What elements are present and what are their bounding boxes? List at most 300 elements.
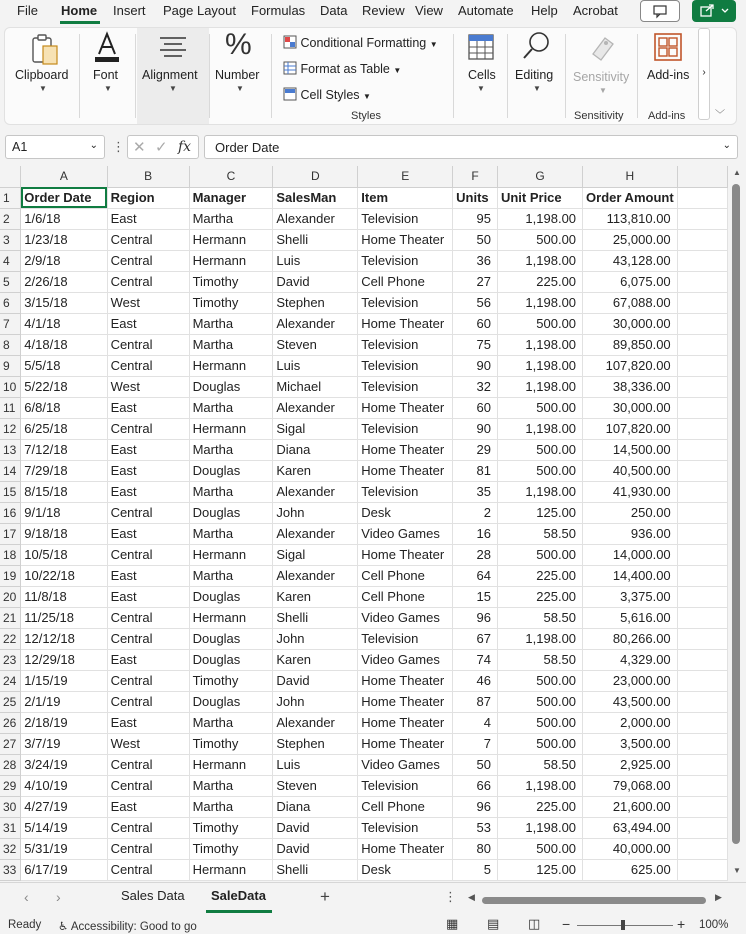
number-group[interactable] <box>211 28 269 124</box>
row-header[interactable]: 23 <box>0 649 21 670</box>
cell[interactable] <box>677 670 727 691</box>
cell[interactable]: 1,198.00 <box>497 481 582 502</box>
row-header[interactable]: 15 <box>0 481 21 502</box>
cell[interactable]: 6/25/18 <box>21 418 107 439</box>
cell[interactable]: 15 <box>453 586 498 607</box>
cell[interactable]: Hermann <box>189 859 273 880</box>
cell[interactable]: Timothy <box>189 733 273 754</box>
cell[interactable]: 74 <box>453 649 498 670</box>
cell[interactable]: 1/15/19 <box>21 670 107 691</box>
cell[interactable]: Central <box>107 754 189 775</box>
cell[interactable] <box>677 649 727 670</box>
cell[interactable]: 3/24/19 <box>21 754 107 775</box>
column-header-extra[interactable] <box>677 166 727 187</box>
cell[interactable]: Home Theater <box>358 439 453 460</box>
cell[interactable]: 2/18/19 <box>21 712 107 733</box>
cell[interactable]: West <box>107 376 189 397</box>
cell[interactable]: 3,375.00 <box>583 586 678 607</box>
cell[interactable]: East <box>107 397 189 418</box>
cell[interactable]: 500.00 <box>497 397 582 418</box>
menu-home[interactable]: Home <box>61 3 98 18</box>
cell[interactable]: 4/1/18 <box>21 313 107 334</box>
cell[interactable]: 500.00 <box>497 313 582 334</box>
cell[interactable]: 5/14/19 <box>21 817 107 838</box>
cell[interactable]: 95 <box>453 208 498 229</box>
cell[interactable]: 50 <box>453 754 498 775</box>
header-cell[interactable]: SalesMan <box>273 187 358 208</box>
cell[interactable]: Alexander <box>273 313 358 334</box>
cell[interactable]: Cell Phone <box>358 565 453 586</box>
enter-check-icon[interactable]: ✓ <box>155 139 168 156</box>
cell[interactable]: Douglas <box>189 628 273 649</box>
row-header[interactable]: 19 <box>0 565 21 586</box>
addins-group[interactable] <box>639 28 699 124</box>
cell[interactable]: Video Games <box>358 754 453 775</box>
cell[interactable]: Hermann <box>189 607 273 628</box>
cell[interactable]: 25,000.00 <box>583 229 678 250</box>
menu-formulas[interactable]: Formulas <box>251 3 306 18</box>
cell[interactable]: 225.00 <box>497 271 582 292</box>
cell[interactable]: East <box>107 481 189 502</box>
cell[interactable] <box>677 712 727 733</box>
row-header[interactable]: 18 <box>0 544 21 565</box>
cell[interactable]: 1/23/18 <box>21 229 107 250</box>
cell[interactable]: 46 <box>453 670 498 691</box>
cell[interactable]: 14,000.00 <box>583 544 678 565</box>
cell[interactable]: East <box>107 649 189 670</box>
cell[interactable]: 250.00 <box>583 502 678 523</box>
cell[interactable]: 2,925.00 <box>583 754 678 775</box>
cell[interactable]: Television <box>358 628 453 649</box>
cell[interactable]: Alexander <box>273 208 358 229</box>
cell[interactable]: 1,198.00 <box>497 250 582 271</box>
cell[interactable]: David <box>273 838 358 859</box>
cell[interactable]: 5/31/19 <box>21 838 107 859</box>
cell[interactable]: Timothy <box>189 670 273 691</box>
cell[interactable]: Home Theater <box>358 313 453 334</box>
cell[interactable]: 500.00 <box>497 229 582 250</box>
cell[interactable]: 500.00 <box>497 670 582 691</box>
cell[interactable]: Luis <box>273 754 358 775</box>
row-header[interactable]: 14 <box>0 460 21 481</box>
header-cell[interactable]: Unit Price <box>497 187 582 208</box>
cell[interactable]: 64 <box>453 565 498 586</box>
cell[interactable]: 96 <box>453 796 498 817</box>
cell[interactable]: 3/7/19 <box>21 733 107 754</box>
cell[interactable]: 4/18/18 <box>21 334 107 355</box>
cell[interactable]: David <box>273 271 358 292</box>
cell[interactable]: 1,198.00 <box>497 376 582 397</box>
ribbon-scroll-right-button[interactable] <box>698 28 710 120</box>
cell[interactable]: Cell Phone <box>358 271 453 292</box>
cell[interactable]: Home Theater <box>358 712 453 733</box>
cell[interactable]: East <box>107 460 189 481</box>
cell[interactable]: 16 <box>453 523 498 544</box>
cell[interactable]: Stephen <box>273 733 358 754</box>
cell[interactable]: Shelli <box>273 229 358 250</box>
cell[interactable]: 500.00 <box>497 439 582 460</box>
cell[interactable]: Martha <box>189 439 273 460</box>
cell[interactable]: Douglas <box>189 586 273 607</box>
cell[interactable]: 7/12/18 <box>21 439 107 460</box>
cell[interactable]: Stephen <box>273 292 358 313</box>
zoom-level[interactable]: 100% <box>699 919 729 931</box>
cell[interactable]: West <box>107 733 189 754</box>
cell[interactable]: 28 <box>453 544 498 565</box>
cell[interactable]: 1,198.00 <box>497 292 582 313</box>
cell[interactable]: 1,198.00 <box>497 817 582 838</box>
cell[interactable]: Home Theater <box>358 691 453 712</box>
cell[interactable] <box>677 565 727 586</box>
cell[interactable] <box>677 838 727 859</box>
cell[interactable]: Central <box>107 775 189 796</box>
cell[interactable]: Steven <box>273 334 358 355</box>
cell[interactable]: Martha <box>189 775 273 796</box>
cell[interactable]: 81 <box>453 460 498 481</box>
cell[interactable]: Video Games <box>358 649 453 670</box>
cell[interactable]: 6/8/18 <box>21 397 107 418</box>
row-header[interactable]: 33 <box>0 859 21 880</box>
cell[interactable]: East <box>107 712 189 733</box>
cell[interactable]: 125.00 <box>497 859 582 880</box>
cell[interactable]: Central <box>107 607 189 628</box>
cell[interactable]: Alexander <box>273 523 358 544</box>
cell[interactable]: 4,329.00 <box>583 649 678 670</box>
cell[interactable]: Martha <box>189 565 273 586</box>
vertical-scrollbar[interactable] <box>728 166 746 881</box>
cell[interactable]: 500.00 <box>497 691 582 712</box>
cell[interactable]: 36 <box>453 250 498 271</box>
cell[interactable]: Alexander <box>273 481 358 502</box>
cell[interactable]: Martha <box>189 397 273 418</box>
cell[interactable]: Home Theater <box>358 544 453 565</box>
tab-sales-data[interactable]: Sales Data <box>121 888 185 903</box>
cell[interactable]: Central <box>107 817 189 838</box>
row-header[interactable]: 22 <box>0 628 21 649</box>
cell[interactable]: East <box>107 586 189 607</box>
row-header[interactable]: 32 <box>0 838 21 859</box>
cell[interactable]: David <box>273 670 358 691</box>
cell[interactable] <box>677 355 727 376</box>
row-header[interactable]: 20 <box>0 586 21 607</box>
cell[interactable] <box>677 754 727 775</box>
zoom-in-button[interactable]: + <box>677 916 686 932</box>
column-header-f[interactable]: F <box>453 166 498 187</box>
row-header[interactable]: 24 <box>0 670 21 691</box>
row-header[interactable]: 6 <box>0 292 21 313</box>
cell[interactable]: 38,336.00 <box>583 376 678 397</box>
cell[interactable]: 1,198.00 <box>497 334 582 355</box>
accessibility-checker[interactable] <box>58 919 197 933</box>
cell[interactable]: Home Theater <box>358 838 453 859</box>
cell[interactable] <box>677 691 727 712</box>
header-cell[interactable]: Units <box>453 187 498 208</box>
cell[interactable]: Karen <box>273 460 358 481</box>
cell[interactable]: 125.00 <box>497 502 582 523</box>
cell[interactable]: 625.00 <box>583 859 678 880</box>
cell[interactable]: 5/5/18 <box>21 355 107 376</box>
row-header[interactable]: 30 <box>0 796 21 817</box>
cell[interactable]: Television <box>358 208 453 229</box>
cell[interactable]: 225.00 <box>497 586 582 607</box>
cell[interactable]: Hermann <box>189 418 273 439</box>
cell[interactable]: Television <box>358 334 453 355</box>
cell[interactable]: Hermann <box>189 754 273 775</box>
cell[interactable]: Sigal <box>273 418 358 439</box>
cell[interactable]: East <box>107 796 189 817</box>
cancel-icon[interactable]: ✕ <box>133 139 146 156</box>
column-header-a[interactable]: A <box>21 166 107 187</box>
menu-file[interactable]: File <box>17 3 38 18</box>
menu-data[interactable]: Data <box>320 3 348 18</box>
cell[interactable] <box>677 187 727 208</box>
row-header[interactable]: 2 <box>0 208 21 229</box>
cell[interactable] <box>677 439 727 460</box>
worksheet-grid[interactable] <box>0 166 728 881</box>
cell[interactable]: Martha <box>189 481 273 502</box>
header-cell[interactable]: Region <box>107 187 189 208</box>
cell[interactable]: Shelli <box>273 607 358 628</box>
cell[interactable]: David <box>273 817 358 838</box>
cell[interactable]: Hermann <box>189 544 273 565</box>
cell[interactable]: 10/22/18 <box>21 565 107 586</box>
cell[interactable]: East <box>107 523 189 544</box>
horizontal-scroll-thumb[interactable] <box>482 897 706 904</box>
cell-styles-button[interactable]: Cell Styles ▼ <box>283 87 371 102</box>
cell[interactable]: 90 <box>453 355 498 376</box>
cell[interactable]: Douglas <box>189 460 273 481</box>
cell[interactable]: Martha <box>189 334 273 355</box>
cell[interactable]: 80,266.00 <box>583 628 678 649</box>
cell[interactable]: Home Theater <box>358 229 453 250</box>
cell[interactable]: 32 <box>453 376 498 397</box>
column-header-e[interactable]: E <box>358 166 453 187</box>
cell[interactable]: Diana <box>273 439 358 460</box>
cell[interactable] <box>677 397 727 418</box>
cell[interactable]: 29 <box>453 439 498 460</box>
cell[interactable]: Central <box>107 544 189 565</box>
cell[interactable]: Timothy <box>189 838 273 859</box>
row-header[interactable]: 9 <box>0 355 21 376</box>
cell[interactable]: Timothy <box>189 292 273 313</box>
cell[interactable]: 1,198.00 <box>497 628 582 649</box>
cell[interactable]: 7/29/18 <box>21 460 107 481</box>
cell[interactable]: 75 <box>453 334 498 355</box>
row-header[interactable]: 31 <box>0 817 21 838</box>
cell[interactable]: 107,820.00 <box>583 418 678 439</box>
cell[interactable]: Alexander <box>273 565 358 586</box>
cell[interactable]: Central <box>107 271 189 292</box>
cell[interactable]: Central <box>107 502 189 523</box>
cell[interactable] <box>677 418 727 439</box>
cell[interactable]: 60 <box>453 313 498 334</box>
cell[interactable]: 2/9/18 <box>21 250 107 271</box>
cell[interactable]: Television <box>358 775 453 796</box>
cell[interactable] <box>677 292 727 313</box>
column-header-h[interactable]: H <box>583 166 678 187</box>
next-sheet-icon[interactable]: › <box>56 889 61 905</box>
cell[interactable]: Martha <box>189 796 273 817</box>
cell[interactable] <box>677 586 727 607</box>
cell[interactable]: Desk <box>358 859 453 880</box>
cell[interactable]: 50 <box>453 229 498 250</box>
column-header-b[interactable]: B <box>107 166 189 187</box>
cell[interactable]: 10/5/18 <box>21 544 107 565</box>
cell[interactable]: Hermann <box>189 355 273 376</box>
row-header[interactable]: 5 <box>0 271 21 292</box>
cell[interactable]: 500.00 <box>497 712 582 733</box>
collapse-ribbon-button[interactable] <box>715 106 725 121</box>
cell[interactable]: Karen <box>273 586 358 607</box>
menu-page-layout[interactable]: Page Layout <box>163 3 237 18</box>
cell[interactable]: 2 <box>453 502 498 523</box>
cell[interactable]: 67,088.00 <box>583 292 678 313</box>
cell[interactable]: 6/17/19 <box>21 859 107 880</box>
menu-insert[interactable]: Insert <box>113 3 146 18</box>
column-header-g[interactable]: G <box>497 166 582 187</box>
cell[interactable]: West <box>107 292 189 313</box>
cell[interactable] <box>677 376 727 397</box>
cell[interactable] <box>677 271 727 292</box>
scroll-right-icon[interactable]: ▶ <box>715 892 722 902</box>
vertical-scroll-thumb[interactable] <box>732 184 740 844</box>
cell[interactable]: Martha <box>189 523 273 544</box>
row-header[interactable]: 12 <box>0 418 21 439</box>
cell[interactable] <box>677 460 727 481</box>
cell[interactable]: 40,000.00 <box>583 838 678 859</box>
cell[interactable]: 53 <box>453 817 498 838</box>
cell[interactable]: Television <box>358 376 453 397</box>
cell[interactable]: 11/25/18 <box>21 607 107 628</box>
editing-group[interactable] <box>509 28 563 124</box>
cell[interactable]: Video Games <box>358 607 453 628</box>
row-header[interactable]: 4 <box>0 250 21 271</box>
cell[interactable]: 58.50 <box>497 754 582 775</box>
cell[interactable]: Home Theater <box>358 733 453 754</box>
cell[interactable]: Television <box>358 418 453 439</box>
cell[interactable]: 1,198.00 <box>497 775 582 796</box>
cell[interactable]: Home Theater <box>358 460 453 481</box>
menu-help[interactable]: Help <box>531 3 558 18</box>
cell[interactable]: Martha <box>189 313 273 334</box>
cell[interactable]: 5 <box>453 859 498 880</box>
zoom-slider[interactable] <box>577 925 673 926</box>
cell[interactable]: 6,075.00 <box>583 271 678 292</box>
cell[interactable]: Television <box>358 355 453 376</box>
normal-view-icon[interactable]: ▦ <box>446 916 459 931</box>
cell[interactable] <box>677 523 727 544</box>
cell[interactable]: 8/15/18 <box>21 481 107 502</box>
cell[interactable]: Central <box>107 670 189 691</box>
cell[interactable] <box>677 859 727 880</box>
cell[interactable]: 500.00 <box>497 733 582 754</box>
cell[interactable]: Central <box>107 691 189 712</box>
cell[interactable]: 4 <box>453 712 498 733</box>
cell[interactable]: 58.50 <box>497 523 582 544</box>
formula-input[interactable] <box>204 135 738 159</box>
cell[interactable]: 7 <box>453 733 498 754</box>
cell[interactable]: Central <box>107 628 189 649</box>
cell[interactable]: 1,198.00 <box>497 208 582 229</box>
cell[interactable]: John <box>273 502 358 523</box>
cell[interactable]: 12/12/18 <box>21 628 107 649</box>
cell[interactable]: 5/22/18 <box>21 376 107 397</box>
cell[interactable]: Martha <box>189 208 273 229</box>
cell[interactable]: 43,500.00 <box>583 691 678 712</box>
cell[interactable]: 30,000.00 <box>583 313 678 334</box>
cell[interactable]: Television <box>358 250 453 271</box>
cell[interactable]: 107,820.00 <box>583 355 678 376</box>
cell[interactable] <box>677 313 727 334</box>
cell[interactable]: Cell Phone <box>358 586 453 607</box>
cell[interactable]: Luis <box>273 355 358 376</box>
cell[interactable]: Douglas <box>189 649 273 670</box>
cell[interactable]: Central <box>107 838 189 859</box>
cells-group[interactable] <box>455 28 507 124</box>
cell[interactable]: 40,500.00 <box>583 460 678 481</box>
header-cell[interactable]: Item <box>358 187 453 208</box>
header-cell[interactable]: Order Amount <box>583 187 678 208</box>
cell[interactable] <box>677 229 727 250</box>
cell[interactable]: Diana <box>273 796 358 817</box>
menu-view[interactable]: View <box>415 3 443 18</box>
cell[interactable]: Central <box>107 355 189 376</box>
cell[interactable]: 12/29/18 <box>21 649 107 670</box>
cell[interactable]: 14,400.00 <box>583 565 678 586</box>
cell[interactable]: 14,500.00 <box>583 439 678 460</box>
row-header[interactable]: 8 <box>0 334 21 355</box>
more-options-icon[interactable]: ⋮ <box>444 889 457 904</box>
cell[interactable]: 3/15/18 <box>21 292 107 313</box>
cell[interactable]: Cell Phone <box>358 796 453 817</box>
cell[interactable]: Michael <box>273 376 358 397</box>
cell[interactable] <box>677 628 727 649</box>
select-all-corner[interactable] <box>0 166 21 187</box>
cell[interactable]: East <box>107 313 189 334</box>
cell[interactable]: 936.00 <box>583 523 678 544</box>
row-header[interactable]: 11 <box>0 397 21 418</box>
more-options-icon[interactable]: ⋮ <box>112 139 125 154</box>
cell[interactable]: Central <box>107 250 189 271</box>
cell[interactable] <box>677 796 727 817</box>
cell[interactable]: 43,128.00 <box>583 250 678 271</box>
cell[interactable]: Shelli <box>273 859 358 880</box>
page-break-view-icon[interactable]: ◫ <box>528 916 541 931</box>
cell[interactable]: 60 <box>453 397 498 418</box>
cell[interactable]: 79,068.00 <box>583 775 678 796</box>
scroll-down-icon[interactable]: ▼ <box>733 866 741 875</box>
row-header[interactable]: 10 <box>0 376 21 397</box>
cell[interactable] <box>677 334 727 355</box>
cell[interactable]: 96 <box>453 607 498 628</box>
font-group[interactable] <box>81 28 133 124</box>
cell[interactable] <box>677 775 727 796</box>
cell[interactable]: 1/6/18 <box>21 208 107 229</box>
cell[interactable]: Martha <box>189 712 273 733</box>
cell[interactable]: 113,810.00 <box>583 208 678 229</box>
cell[interactable]: Douglas <box>189 691 273 712</box>
row-header[interactable]: 13 <box>0 439 21 460</box>
cell[interactable]: 21,600.00 <box>583 796 678 817</box>
cell[interactable]: East <box>107 565 189 586</box>
row-header[interactable]: 28 <box>0 754 21 775</box>
zoom-out-button[interactable]: − <box>562 916 571 932</box>
cell[interactable]: 58.50 <box>497 649 582 670</box>
cell[interactable]: Steven <box>273 775 358 796</box>
cell[interactable]: 1,198.00 <box>497 355 582 376</box>
cell[interactable]: East <box>107 208 189 229</box>
cell[interactable]: 500.00 <box>497 544 582 565</box>
